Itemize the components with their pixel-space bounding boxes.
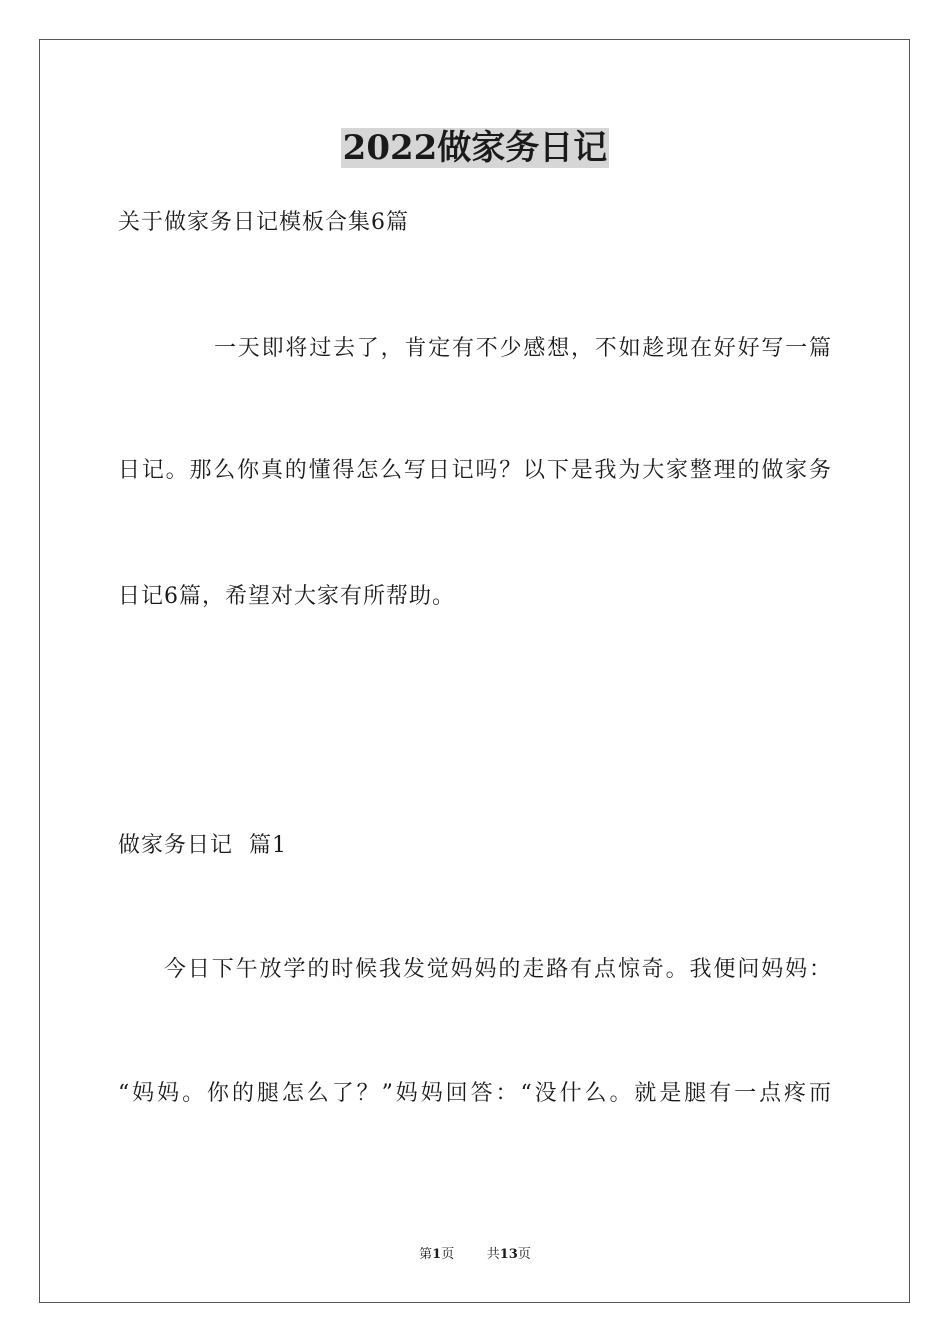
section-heading: 做家务日记 篇1 [118,833,287,858]
footer-total-suffix: 页 [517,1247,531,1262]
document-subtitle: 关于做家务日记模板合集6篇 [118,210,409,235]
intro-line-1: 一天即将过去了，肯定有不少感想，不如趁现在好好写一篇 [214,336,832,361]
footer-page-prefix: 第 [419,1247,433,1262]
document-title-text: 2022做家务日记 [342,128,608,168]
page-footer [0,1246,950,1264]
footer-total-prefix: 共 [486,1247,500,1262]
body-line-1: 今日下午放学的时候我发觉妈妈的走路有点惊奇。我便问妈妈： [164,957,832,982]
footer-page-total: 13 [499,1247,518,1262]
intro-line-3: 日记6篇，希望对大家有所帮助。 [118,584,455,609]
footer-page-suffix: 页 [441,1247,455,1262]
document-title [0,124,950,172]
footer-page-current: 1 [432,1247,442,1262]
intro-line-2: 日记。那么你真的懂得怎么写日记吗？以下是我为大家整理的做家务 [118,458,832,483]
body-line-2: “妈妈。你的腿怎么了？”妈妈回答：“没什么。就是腿有一点疼而 [118,1081,832,1106]
